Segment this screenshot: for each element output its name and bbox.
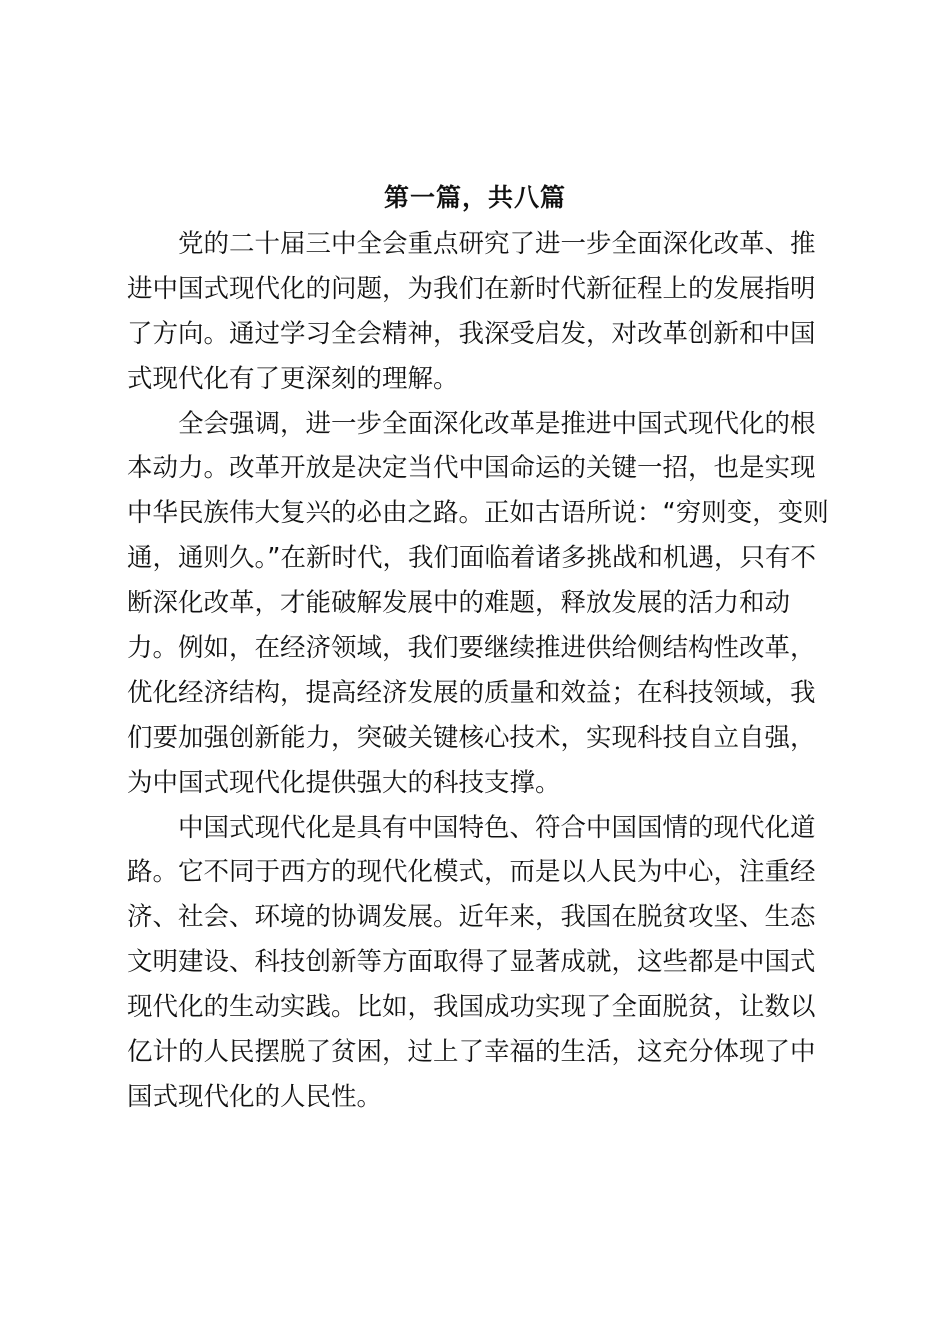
text-line: 现代化的生动实践。比如，我国成功实现了全面脱贫，让数以 [127, 992, 816, 1023]
paragraph-1 [127, 222, 832, 402]
text-line: 优化经济结构，提高经济发展的质量和效益；在科技领域，我 [127, 677, 816, 708]
text-line: 文明建设、科技创新等方面取得了显著成就，这些都是中国式 [127, 947, 816, 978]
text-line: 们要加强创新能力，突破关键核心技术，实现科技自立自强， [127, 722, 816, 753]
text-line: 通，通则久。”在新时代，我们面临着诸多挑战和机遇，只有不 [127, 543, 816, 574]
text-line: 中国式现代化是具有中国特色、符合中国国情的现代化道 [178, 812, 816, 843]
document-body [127, 222, 832, 1120]
text-line: 式现代化有了更深刻的理解。 [127, 363, 459, 394]
text-line: 亿计的人民摆脱了贫困，过上了幸福的生活，这充分体现了中 [127, 1037, 816, 1068]
text-line: 济、社会、环境的协调发展。近年来，我国在脱贫攻坚、生态 [127, 902, 816, 933]
text-line: 路。它不同于西方的现代化模式，而是以人民为中心，注重经 [127, 857, 816, 888]
text-line: 中华民族伟大复兴的必由之路。正如古语所说：“穷则变，变则 [127, 498, 829, 529]
text-line: 本动力。改革开放是决定当代中国命运的关键一招，也是实现 [127, 453, 816, 484]
text-line: 国式现代化的人民性。 [127, 1081, 383, 1112]
paragraph-3 [127, 806, 832, 1120]
text-line: 断深化改革，才能破解发展中的难题，释放发展的活力和动 [127, 588, 791, 619]
text-line: 力。例如，在经济领域，我们要继续推进供给侧结构性改革， [127, 633, 816, 664]
text-line: 为中国式现代化提供强大的科技支撑。 [127, 767, 561, 798]
text-line: 进中国式现代化的问题，为我们在新时代新征程上的发展指明 [127, 273, 816, 304]
paragraph-2 [127, 402, 832, 806]
text-line: 党的二十届三中全会重点研究了进一步全面深化改革、推 [178, 229, 816, 259]
text-line: 了方向。通过学习全会精神，我深受启发，对改革创新和中国 [127, 318, 816, 349]
page-title: 第一篇，共八篇 [383, 183, 566, 212]
text-line: 全会强调，进一步全面深化改革是推进中国式现代化的根 [178, 408, 816, 439]
